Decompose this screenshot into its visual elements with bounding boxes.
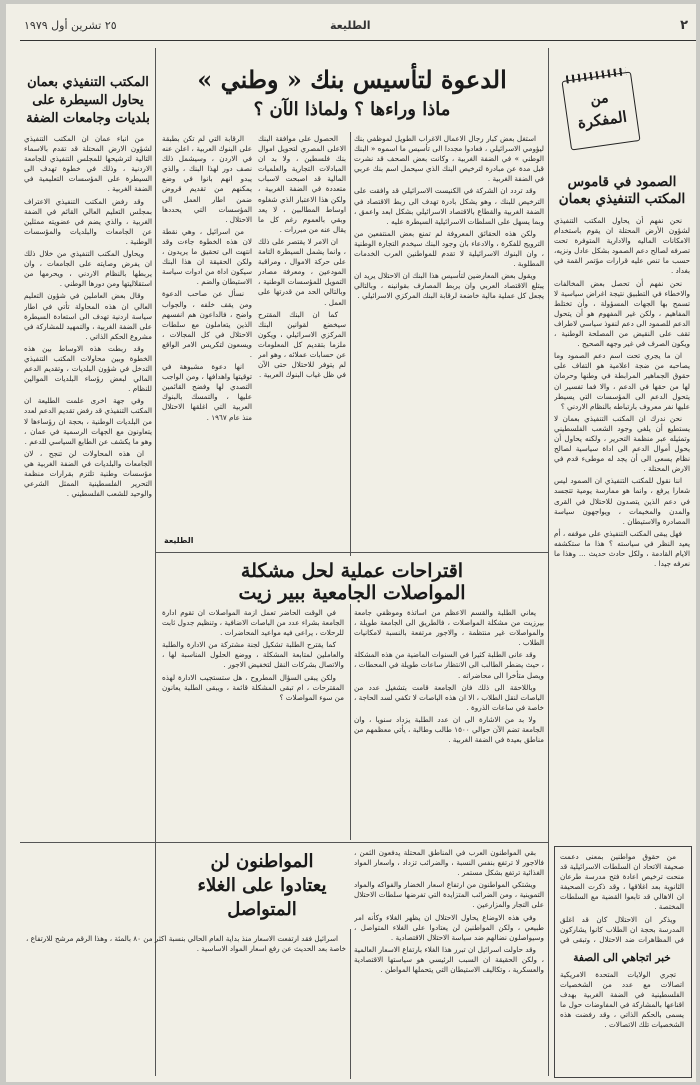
paragraph: وقد عانى الطلبة كثيرا في السنوات الماضية من هذه المشكلة ، حيث يضطر الطالب الى الانتظار ساعات طويلة في المحطات ، ويصل متأخرا الى محاضراته . <box>354 650 544 680</box>
main-article-subtitle: ماذا وراءها ؟ ولماذا الآن ؟ <box>253 99 451 120</box>
paragraph: كما ان البنك المقترح سيخضع لقوانين البنك المركزي الاسرائيلي ، ويكون ملزما بتقديم كل المعلومات عن حسابات عملائه ، وهو امر لم يتوفر للاحتلال حتى الآن في ظل غياب البنوك العربية . <box>258 309 346 380</box>
paragraph: ويذكر ان الاحتلال كان قد اغلق المدرسة بحجة ان الطلاب كانوا يشاركون في المظاهرات ضد الاحتلال ، وتبقى في <box>560 914 684 944</box>
paragraph: ولا بد من الاشارة الى ان عدد الطلبة يزداد سنويا ، وان الجامعة تضم الآن حوالي ١٥٠٠ طالب وطالبة ، يأتي معظمهم من مناطق بعيدة في الضفة الغربية . <box>354 714 544 745</box>
paragraph: وفي جهة اخرى علمت الطليعة ان المكتب التنفيذي قد رفض تقديم الدعم لعدد من البلديات الوطنية ، بحجة ان رؤساءها لا يتعاونون مع الجهات الرسمية في عمان ، وهو ما يكشف عن الطابع السياسي للدعم . <box>24 396 152 446</box>
column-rule <box>350 604 351 840</box>
proposals-title-line2: المواصلات الجامعية ببير زيت <box>238 582 466 604</box>
paragraph: ويشتكي المواطنون من ارتفاع اسعار الخضار والفواكه والمواد التموينية ، ومن الضرائب المتزايدة التي تفرضها سلطات الاحتلال على التجار والمزارعين . <box>354 880 544 910</box>
paragraph: نحن نفهم أن تحصل بعض المخالفات والاخطاء في التطبيق نتيجة اغراض سياسية لا تسمح بها الجهات المسؤولة ، وأن تختلط المفاهيم ، ولكن غير المفهوم هو أن يتحول الدعم للصمود الى دعم لنفوذ سياسي لاطراف تقف على النقيض من المصلحة الوطنية ، ويكون الصرف في غير وجهه الصحيح . <box>554 278 690 349</box>
paragraph: انها دعوة مشبوهة في توقيتها واهدافها ، ومن الواجب التصدي لها وفضح القائمين عليها ، والتمسك بالبنوك العربية التي اغلقها الاحتلال منذ عام ١٩٦٧ . <box>162 362 252 422</box>
paragraph: ولكن يبقى السؤال المطروح ، هل ستستجيب الادارة لهذه المقترحات ، ام تبقى المشكلة قائمة ، ويبقى الطلبة يعانون من سوء المواصلات ؟ <box>162 672 344 702</box>
issue-date: ٢٥ تشرين أول ١٩٧٩ <box>24 19 117 32</box>
paragraph: نحن ندرك ان المكتب التنفيذي بعمان لا يستطيع أن يلغي وجود الشعب الفلسطيني وتمثيله عبر منظمة التحرير ، ولكنه يحاول أن يحول أموال الدعم الى اداة سياسية لصالح نظام يسعى الى أن يجد له موطىء قدم في الارض المحتلة . <box>554 413 690 474</box>
paragraph: اسرائيل فقد ارتفعت الاسعار منذ بداية العام الحالي بنسبة اكثر من ٨٠ بالمئة ، وهذا الرقم مرشح للارتفاع ، خاصة بعد الحديث عن رفع اسعار المواد الاساسية . <box>26 934 346 954</box>
newspaper-page <box>6 4 696 1082</box>
corner-title-line1: الصمود في قاموس <box>567 174 677 190</box>
paragraph: ان هذه المحاولات لن تنجح ، لان الجامعات والبلديات في الضفة الغربية هي مؤسسات وطنية تلتزم بقرارات منظمة التحرير الفلسطينية الممثل الشرعي والوحيد للشعب الفلسطيني . <box>24 448 152 499</box>
paragraph: الرقابة التي لم تكن بطبقة على البنوك العربية ، اعلن عنه في الاردن ، وسيشمل ذلك نصف دور لهذا البنك ، والذي يبدو انهم بانوا في وضع يمكنهم من تقديم قروض ضمن اطار العمل الى المؤسسات التي يحددها الاحتلال . <box>162 134 252 224</box>
paragraph: ويحاول المكتب التنفيذي من خلال ذلك ان يفرض وصايته على الجامعات ، وان يربطها بالنظام الاردني ، ويحرمها من استقلاليتها ومن دورها الوطني . <box>24 249 152 289</box>
notebook-rings-icon <box>566 67 627 83</box>
paragraph: فهل يبقى المكتب التنفيذي على موقفه ، أم يعيد النظر في سياسته ؟ هذا ما ستكشفه الايام القادمة ، ولكل حادث حديث ... وهذا ما نعرفه جيدا . <box>554 528 690 569</box>
paragraph: ان الامر لا يقتصر على ذلك ، وانما يشمل السيطرة التامة على حركة الاموال ، ومراقبة المودعين ، ومعرفة مصادر التمويل للمؤسسات الوطنية ، وبالتالي الحد من قدرتها على العمل . <box>258 236 346 307</box>
citizens-col-right <box>354 848 544 1076</box>
paragraph: بقي المواطنون العرب في المناطق المحتلة يدفعون الثمن ، فالاجور لا ترتفع بنفس النسبة ، والضرائب تزداد ، واسعار المواد الغذائية ترتفع بشكل مستمر . <box>354 848 544 878</box>
column-rule <box>350 929 351 1079</box>
paragraph: وقد تردد ان الشركة في الكنيست الاسرائيلي قد وافقت على الترخيص للبنك ، وهو يشكل بادرة تهدف الى ربط الاقتصاد في الضفة الغربية والقطاع بالاقتصاد الاسرائيلي بشكل ابعد واعمق ، وبما يسهل على السلطات الاسرائيلية السيطرة عليه . <box>354 186 544 226</box>
paragraph: وفي هذه الاوضاع يحاول الاحتلال ان يظهر الغلاء وكأنه امر طبيعي ، ولكن المواطنين لن يعتادوا على الغلاء المتواصل ، وسيواصلون نضالهم ضد سياسة الاحتلال الاقتصادية . <box>354 912 544 942</box>
citizens-title-line1: المواطنون لن <box>210 851 314 872</box>
paragraph: ان ما يجري تحت اسم دعم الصمود وما يصاحبه من ضجة اعلامية هو التفاف على حقوق الجماهير المرابطة في وطنها وحرمان لها من حقها في الدعم ، والا فما تفسير ان يتحول الدعم الى المؤسسات التي يسيطر عليها نفر معروف بارتباطه بالنظام الاردني ؟ <box>554 351 690 411</box>
left-article-text <box>24 134 152 838</box>
column-rule <box>350 132 351 556</box>
lower-right-subtitle: خبر اتجاهي الى الصفة <box>573 952 671 964</box>
corner-column-text <box>554 216 690 838</box>
paragraph: وقد حاولت اسرائيل ان تبرر هذا الغلاء بارتفاع الاسعار العالمية ، ولكن الحقيقة ان السبب الرئيسي هو سياستها الاقتصادية والعسكرية ، وتكاليف الاستيطان التي يتحملها المواطن . <box>354 944 544 975</box>
left-title-line3: بلديات وجامعات الضفة <box>26 111 150 126</box>
column-rule <box>548 48 549 1076</box>
paragraph: من حقوق مواطنين بمعنى دعمت صحيفة الاتحاد ان السلطات الاسرائيلية قد منحت ترخيص اعادة فتح مدرسة طرعان الثانوية بعد اغلاقها ، وقد ذكرت الصحيفة ان الاهالي قد تابعوا القضية مع السلطات المختصة . <box>560 852 684 912</box>
paragraph: وقد ربطت هذه الاوساط بين هذه الخطوة وبين محاولات المكتب التنفيذي التدخل في شؤون البلديات ، وتقديم الدعم المالي لبعض رؤساء البلديات الموالين للنظام . <box>24 343 152 394</box>
citizens-title <box>162 850 362 922</box>
paragraph: نسأل عن صاحب الدعوة ومن يقف خلفه ، والجواب واضح ، فالداعون هم انفسهم الذين يتعاملون مع سلطات الاحتلال في كل المجالات ، ويسعون لتكريس الامر الواقع . <box>162 289 252 359</box>
paragraph: في الوقت الحاضر تعمل ازمة المواصلات ان تقوم ادارة الجامعة بشراء عدد من الباصات الاضافية ، وتنظيم جدول ثابت للرحلات ، يراعى فيه مواعيد المحاضرات . <box>162 608 344 638</box>
section-rule <box>156 552 548 553</box>
main-article-col-left <box>162 134 252 534</box>
citizens-title-line3: المتواصل <box>227 899 297 920</box>
proposals-title <box>162 560 542 604</box>
proposals-col-left <box>162 608 344 838</box>
corner-title-line2: المكتب التنفيذي بعمان <box>558 191 686 207</box>
page-number: ٢ <box>680 18 688 33</box>
main-article-title: الدعوة لتأسيس بنك « وطني » <box>197 65 507 94</box>
corner-title <box>554 174 690 208</box>
logo-text-bottom: المفكرة <box>576 107 628 133</box>
main-article-signature: الطليعة <box>164 536 194 545</box>
main-article-col-right <box>354 134 544 548</box>
paragraph: اننا نقول للمكتب التنفيذي ان الصمود ليس شعارا يرفع ، وانما هو ممارسة يومية تتجسد في دعم الذين يتصدون للاحتلال في القرى والمدن والمخيمات ، ويواجهون سياسة المصادرة والاستيطان . <box>554 476 690 526</box>
page-header <box>20 14 696 41</box>
newspaper-name: الطليعة <box>330 19 371 32</box>
lower-right-subtext <box>560 970 684 1070</box>
lower-right-text <box>560 852 684 944</box>
citizens-title-line2: يعتادوا على الغلاء <box>197 875 327 896</box>
paragraph: ويقول بعض المعارضين لتأسيس هذا البنك ان الاحتلال يريد ان يبتلع الاقتصاد العربي وان يربط المصارف بقوانينه ، وبالتالي يجعل كل عملية مالية خاضعة لرقابة البنك المركزي الاسرائيلي . <box>354 271 544 301</box>
logo-text-top: من <box>589 89 610 109</box>
paragraph: وقد رفض المكتب التنفيذي الاعتراف بمجلس التعليم العالي القائم في الضفة الغربية ، والذي يضم في عضويته ممثلين عن الجامعات والبلديات والمؤسسات الوطنية . <box>24 196 152 246</box>
section-rule <box>20 842 548 843</box>
paragraph: الحصول على موافقة البنك الاعلى المصري لتحويل اموال بنك فلسطين ، ولا بد ان المبادلات التجارية والعلميات المالية قد اصبحت لاسباب متعددة في الضفة الغربية ، ولكن هذا الاعتبار الذي شغلوه اوساط المطالبين ، لا يعد وبقي بالعموم رغم كل ما يقال عنه من مبررات . <box>258 134 346 234</box>
paragraph: يعاني الطلبة والقسم الاعظم من اساتذة وموظفي جامعة بيرزيت من مشكلة المواصلات ، فالطريق الى الجامعة طويلة ، والمواصلات غير منتظمة ، والاجور مرتفعة بالنسبة لامكانيات الطلاب . <box>354 608 544 648</box>
proposals-col-right <box>354 608 544 838</box>
left-title-line2: يحاول السيطرة على <box>32 93 144 108</box>
left-article-title <box>24 74 152 128</box>
citizens-col-left <box>26 934 346 1076</box>
proposals-title-line1: اقتراحات عملية لحل مشكلة <box>240 560 464 582</box>
main-article-col-middle <box>258 134 346 548</box>
paragraph: من اسرائيل ، وهي نقطة لان هذه الخطوة جاءت وقد انتهت الى تحقيق ما يريدون ، ولكن الحقيقة ان هذا البنك سيكون اداة من ادوات سياسة الاستيطان والضم . <box>162 226 252 287</box>
left-title-line1: المكتب التنفيذي بعمان <box>27 75 149 90</box>
paragraph: استغل بعض كبار رجال الاعمال الاغراب الطويل لموظفي بنك ليؤومي الاسرائيلي ، فعادوا مجددا الى تأسيس ما اسموه « البنك الوطني » في الضفة الغربية ، وكانت بعض الصحف قد نشرت قبل مدة عن مبادرة لترخيص البنك الذي سيحمل اسم بنك عربي في الضفة الغربية . <box>354 134 544 184</box>
notebook-logo <box>561 71 640 150</box>
paragraph: تجري الولايات المتحدة الامريكية اتصالات مع عدد من الشخصيات الفلسطينية في الضفة الغربية بهدف اقناعها بالمشاركة في المفاوضات حول ما يسمى بالحكم الذاتي ، وقد رفضت هذه الشخصيات تلك الاتصالات . <box>560 970 684 1030</box>
paragraph: وباللاحقة الى ذلك فان الجامعة قامت بتشغيل عدد من الباصات لنقل الطلاب ، الا ان هذه الباصات لا تكفي لسد الحاجة ، خاصة في ساعات الذروة . <box>354 682 544 712</box>
paragraph: نحن نفهم أن يحاول المكتب التنفيذي لشؤون الأرض المحتلة ان يقوم باستخدام الامكانات الماليه والادارية المتوفرة تحت تصرفه لصالح دعم الصمود بشكل عادل ونزيه، حسب ما تنص عليه قرارات مؤتمر القمة في بغداد . <box>554 216 690 276</box>
paragraph: وقال بعض العاملين في شؤون التعليم العالي ان هذه المحاولة تأتي في اطار سياسة اردنية تهدف الى استعادة السيطرة على الضفة الغربية ، والتمهيد للمشاركة في مشروع الحكم الذاتي . <box>24 291 152 341</box>
paragraph: كما يقترح الطلبة تشكيل لجنة مشتركة من الادارة والطلبة والعاملين لمتابعة المشكلة ، ووضع الحلول المناسبة لها ، والاتصال بشركات النقل لتخفيض الاجور . <box>162 640 344 670</box>
column-rule <box>155 48 156 1076</box>
paragraph: من انباء عمان ان المكتب التنفيذي لشؤون الارض المحتلة قد تقدم بالاسماء التالية لترشيحها للمجلس التنفيذي للجامعة الاردنية ، وذلك في خطوة تهدف الى السيطرة على المؤسسات التعليمية في الضفة الغربية . <box>24 134 152 194</box>
paragraph: ولكن هذه الحقائق المعروفة لم تمنع بعض المنتفعين من الترويج للفكرة ، والادعاء بان وجود البنك سيخدم التجارة الوطنية ، وان البنوك الاسرائيلية لا تقدم للمواطنين العرب الخدمات المطلوبة . <box>354 228 544 269</box>
